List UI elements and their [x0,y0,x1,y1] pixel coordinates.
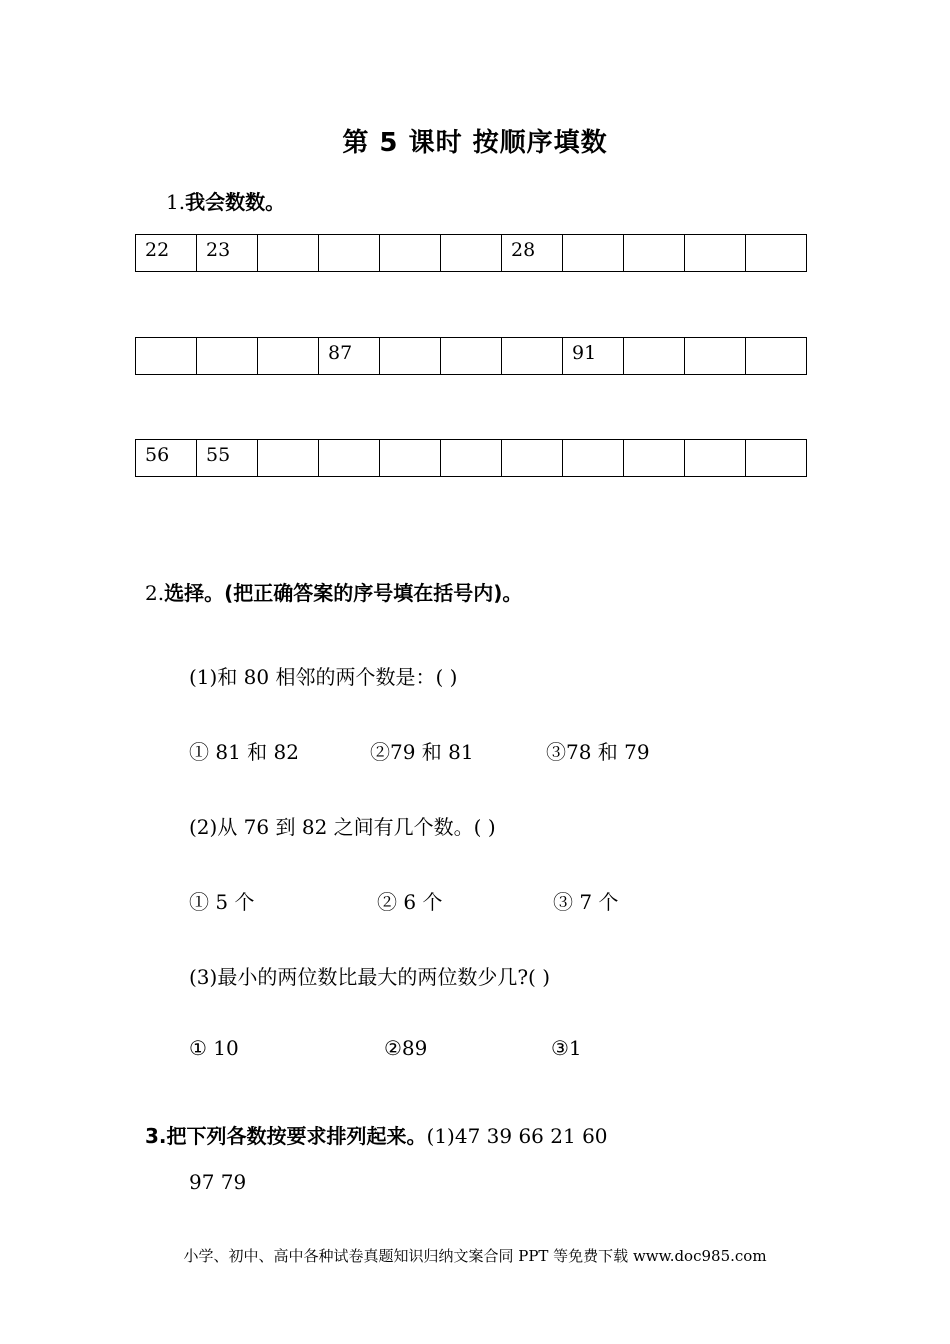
grid-cell[interactable] [624,235,685,272]
option-item[interactable]: ② 6 个 [377,890,443,914]
grid-cell[interactable] [563,440,624,477]
grid-cell: 87 [319,338,380,375]
grid-cell[interactable] [746,235,807,272]
number-grid-2 [135,337,807,375]
grid-cell[interactable] [685,338,746,375]
grid-cell: 91 [563,338,624,375]
question-2-1-stem: (1)和 80 相邻的两个数是：( ) [189,665,458,689]
number-grid-1 [135,234,807,272]
grid-cell[interactable] [624,440,685,477]
grid-cell[interactable] [380,235,441,272]
option-item[interactable]: ③1 [551,1036,582,1060]
question-3-line-2: 97 79 [189,1170,247,1194]
table-row [136,440,807,477]
grid-cell: 22 [136,235,197,272]
number-grid-3 [135,439,807,477]
grid-cell[interactable] [685,440,746,477]
question-1-number: 1. [166,190,186,214]
grid-cell[interactable] [563,235,624,272]
question-2-number: 2. [145,581,165,605]
page-title: 第 5 课时 按顺序填数 [342,128,608,158]
question-3-text: 把下列各数按要求排列起来。 [166,1124,427,1148]
question-2-3-stem: (3)最小的两位数比最大的两位数少几?( ) [189,965,551,989]
grid-cell[interactable] [197,338,258,375]
question-2-text: 选择。(把正确答案的序号填在括号内)。 [164,581,523,605]
question-3-heading [145,1120,608,1149]
footer-text: 小学、初中、高中各种试卷真题知识归纳文案合同 PPT 等免费下载 www.doc985.com [183,1247,767,1265]
grid-cell[interactable] [502,338,563,375]
grid-cell[interactable] [380,440,441,477]
grid-cell[interactable] [441,440,502,477]
question-1-heading [166,186,285,215]
grid-cell[interactable] [441,338,502,375]
grid-cell[interactable] [380,338,441,375]
question-3-line-1: (1)47 39 66 21 60 [426,1124,608,1148]
question-1-text: 我会数数。 [185,190,286,214]
grid-cell: 55 [197,440,258,477]
question-3-number: 3. [145,1124,167,1148]
question-2-2-stem: (2)从 76 到 82 之间有几个数。( ) [189,815,496,839]
table-row [136,338,807,375]
grid-cell[interactable] [502,440,563,477]
option-item[interactable]: ③ 7 个 [553,890,619,914]
grid-cell[interactable] [319,440,380,477]
option-item[interactable]: ②79 和 81 [370,740,474,764]
option-item[interactable]: ① 10 [189,1036,239,1060]
option-item[interactable]: ②89 [384,1036,428,1060]
grid-cell[interactable] [258,338,319,375]
grid-cell[interactable] [258,440,319,477]
grid-cell[interactable] [319,235,380,272]
grid-cell[interactable] [441,235,502,272]
grid-cell: 23 [197,235,258,272]
grid-cell[interactable] [746,440,807,477]
grid-cell[interactable] [685,235,746,272]
grid-cell[interactable] [136,338,197,375]
grid-cell[interactable] [746,338,807,375]
question-2-heading [145,577,522,606]
table-row [136,235,807,272]
option-item[interactable]: ① 5 个 [189,890,255,914]
grid-cell[interactable] [624,338,685,375]
grid-cell[interactable] [258,235,319,272]
grid-cell: 28 [502,235,563,272]
option-item[interactable]: ① 81 和 82 [189,740,299,764]
grid-cell: 56 [136,440,197,477]
option-item[interactable]: ③78 和 79 [546,740,650,764]
